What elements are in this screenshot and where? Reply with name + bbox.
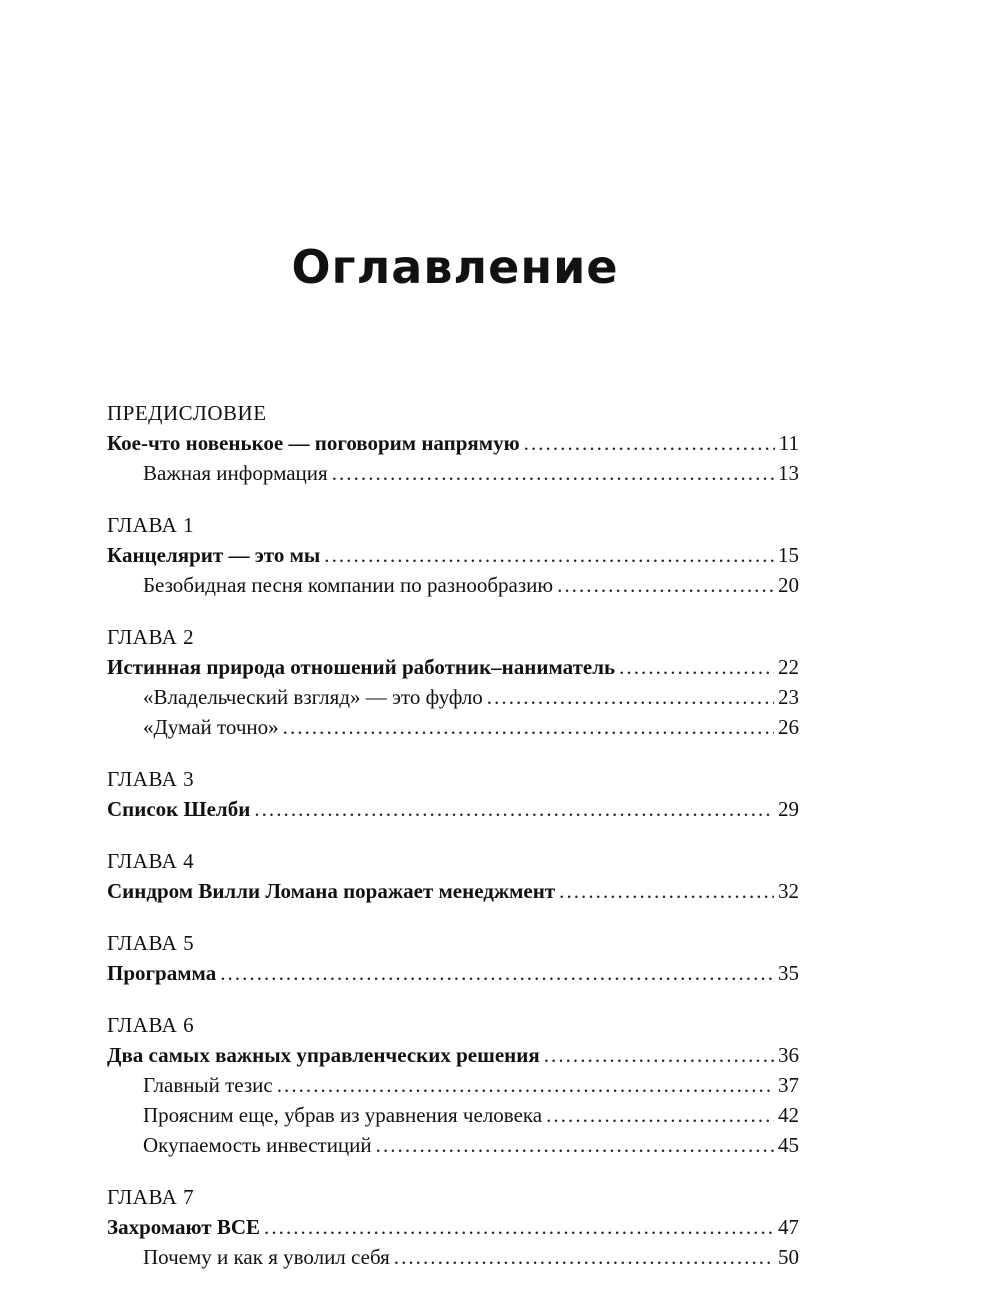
- toc-section: [107, 1182, 799, 1272]
- dot-leader: [559, 876, 774, 906]
- toc-section: [107, 764, 799, 824]
- chapter-label: ГЛАВА 4: [107, 849, 195, 873]
- entry-title: Два самых важных управленческих решения: [107, 1043, 540, 1067]
- chapter-label: ПРЕДИСЛОВИЕ: [107, 401, 267, 425]
- entry-title: Истинная природа отношений работник–наниматель: [107, 655, 616, 679]
- dot-leader: [283, 712, 774, 742]
- entry-title: Захромают ВСЕ: [107, 1215, 261, 1239]
- dot-leader: [324, 540, 774, 570]
- entry-title: Главный тезис: [143, 1073, 273, 1097]
- chapter-entry[interactable]: [107, 1212, 799, 1242]
- page-number: 29: [778, 797, 799, 821]
- chapter-label: ГЛАВА 3: [107, 767, 195, 791]
- chapter-label: ГЛАВА 5: [107, 931, 195, 955]
- subsection-entry[interactable]: [107, 1130, 799, 1160]
- page-number: 20: [778, 573, 799, 597]
- subsection-entry[interactable]: [107, 1242, 799, 1272]
- entry-title: Проясним еще, убрав из уравнения человека: [143, 1103, 543, 1127]
- dot-leader: [546, 1100, 774, 1130]
- dot-leader: [264, 1212, 774, 1242]
- dot-leader: [220, 958, 774, 988]
- chapter-entry[interactable]: [107, 794, 799, 824]
- toc-section: [107, 622, 799, 742]
- page-number: 32: [778, 879, 799, 903]
- entry-title: «Владельческий взгляд» — это фуфло: [143, 685, 483, 709]
- page-number: 36: [778, 1043, 799, 1067]
- page-number: 47: [778, 1215, 799, 1239]
- entry-title: Окупаемость инвестиций: [143, 1133, 372, 1157]
- page-number: 50: [778, 1245, 799, 1269]
- toc-section: [107, 510, 799, 600]
- chapter-entry[interactable]: [107, 652, 799, 682]
- table-of-contents: [107, 398, 799, 1294]
- page-number: 15: [778, 543, 799, 567]
- dot-leader: [544, 1040, 774, 1070]
- chapter-label: ГЛАВА 6: [107, 1013, 195, 1037]
- page-number: 22: [778, 655, 799, 679]
- entry-title: «Думай точно»: [143, 715, 279, 739]
- entry-title: Канцелярит — это мы: [107, 543, 321, 567]
- entry-title: Список Шелби: [107, 797, 251, 821]
- dot-leader: [557, 570, 774, 600]
- subsection-entry[interactable]: [107, 682, 799, 712]
- dot-leader: [619, 652, 774, 682]
- toc-section: [107, 846, 799, 906]
- dot-leader: [394, 1242, 774, 1272]
- chapter-label: ГЛАВА 7: [107, 1185, 195, 1209]
- chapter-entry[interactable]: [107, 958, 799, 988]
- subsection-entry[interactable]: [107, 1100, 799, 1130]
- dot-leader: [277, 1070, 774, 1100]
- entry-title: Кое-что новенькое — поговорим напрямую: [107, 431, 520, 455]
- entry-title: Программа: [107, 961, 217, 985]
- page-number: 37: [778, 1073, 799, 1097]
- chapter-label: ГЛАВА 1: [107, 513, 195, 537]
- page-number: 45: [778, 1133, 799, 1157]
- page-number: 35: [778, 961, 799, 985]
- toc-section: [107, 1010, 799, 1160]
- subsection-entry[interactable]: [107, 570, 799, 600]
- dot-leader: [487, 682, 774, 712]
- chapter-entry[interactable]: [107, 1040, 799, 1070]
- dot-leader: [332, 458, 774, 488]
- chapter-entry[interactable]: [107, 876, 799, 906]
- dot-leader: [376, 1130, 774, 1160]
- subsection-entry[interactable]: [107, 712, 799, 742]
- page-number: 23: [778, 685, 799, 709]
- page-number: 42: [778, 1103, 799, 1127]
- subsection-entry[interactable]: [107, 458, 799, 488]
- entry-title: Безобидная песня компании по разнообразию: [143, 573, 554, 597]
- entry-title: Почему и как я уволил себя: [143, 1245, 390, 1269]
- toc-section: [107, 928, 799, 988]
- toc-section: [107, 398, 799, 488]
- chapter-label: ГЛАВА 2: [107, 625, 195, 649]
- entry-title: Важная информация: [143, 461, 328, 485]
- chapter-entry[interactable]: [107, 540, 799, 570]
- page-number: 11: [778, 431, 799, 455]
- chapter-entry[interactable]: [107, 428, 799, 458]
- page-number: 26: [778, 715, 799, 739]
- dot-leader: [524, 428, 775, 458]
- page-number: 13: [778, 461, 799, 485]
- dot-leader: [254, 794, 774, 824]
- entry-title: Синдром Вилли Ломана поражает менеджмент: [107, 879, 556, 903]
- page-title: Оглавление: [291, 240, 619, 294]
- subsection-entry[interactable]: [107, 1070, 799, 1100]
